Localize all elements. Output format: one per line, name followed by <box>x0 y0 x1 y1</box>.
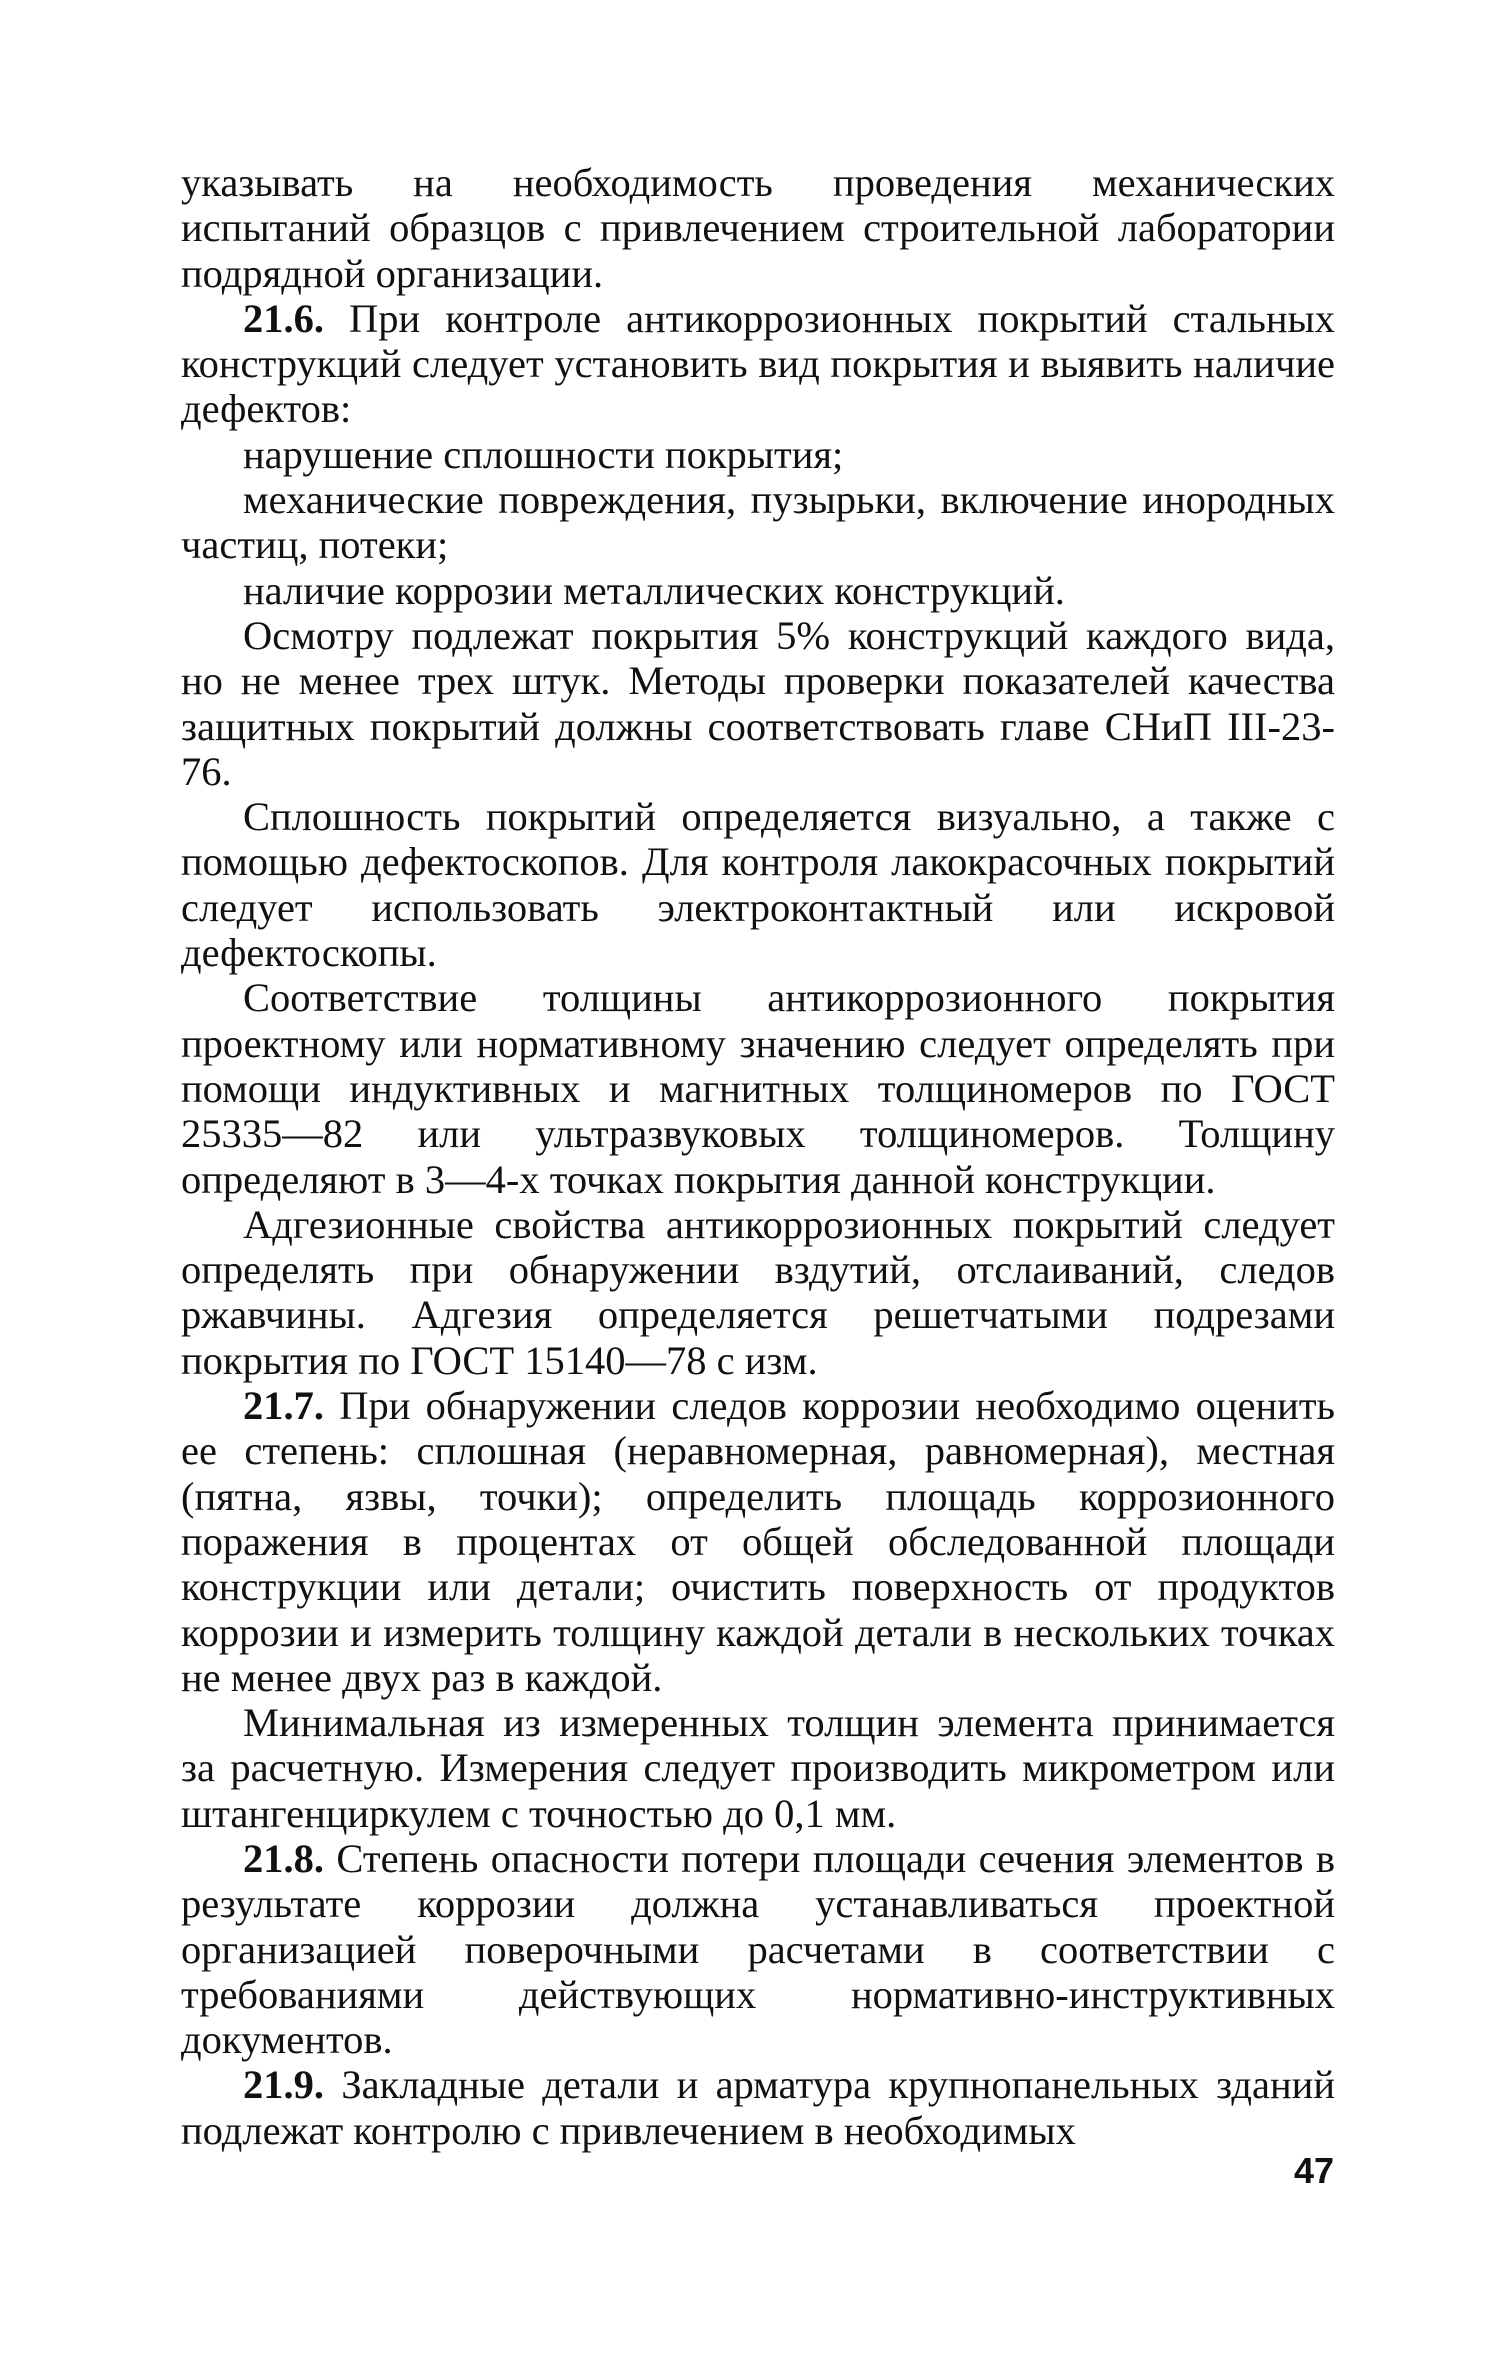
paragraph-text: При обнаружении следов коррозии необходимо оценить ее степень: сплошная (неравномерная, равномерная), местная (пятна, язвы, точки); определить площадь коррозионного поражения в процентах от общей обследованной площади конструкции или детали; очистить поверхность от продуктов коррозии и измерить толщину каждой детали в нескольких точках не менее двух раз в каждой. <box>181 1383 1335 1700</box>
paragraph-continuation <box>181 160 1335 296</box>
paragraph-text: Закладные детали и арматура крупнопанельных зданий подлежат контролю с привлечением в необходимых <box>181 2062 1335 2153</box>
paragraph-text: указывать на необходимость проведения механических испытаний образцов с привлечением строительной лаборатории подрядной организации. <box>181 160 1335 296</box>
paragraph-text: Степень опасности потери площади сечения элементов в результате коррозии должна устанавливаться проектной организацией поверочными расчетами в соответствии с требованиями действующих нормативно-инструктивных документов. <box>181 1835 1335 2063</box>
paragraph-21-9 <box>181 2062 1335 2153</box>
paragraph-text: наличие коррозии металлических конструкций. <box>243 567 1065 613</box>
section-number: 21.6. <box>243 295 324 341</box>
paragraph-text: При контроле антикоррозионных покрытий стальных конструкций следует установить вид покрытия и выявить наличие дефектов: <box>181 295 1335 432</box>
paragraph-text: Сплошность покрытий определяется визуально, а также с помощью дефектоскопов. Для контроля лакокрасочных покрытий следует использовать электроконтактный или искровой дефектоскопы. <box>181 794 1335 976</box>
paragraph-text: Соответствие толщины антикоррозионного покрытия проектному или нормативному значению следует определять при помощи индуктивных и магнитных толщиномеров по ГОСТ 25335—82 или ультразвуковых толщиномеров. Толщину определяют в 3—4-х точках покрытия данной конструкции. <box>181 975 1335 1202</box>
list-item <box>181 477 1335 568</box>
paragraph-text: механические повреждения, пузырьки, включение инородных частиц, потеки; <box>181 477 1335 568</box>
section-number: 21.8. <box>243 1835 324 1881</box>
paragraph-21-6 <box>181 296 1335 432</box>
paragraph-21-7 <box>181 1383 1335 1700</box>
paragraph-text: Адгезионные свойства антикоррозионных покрытий следует определять при обнаружении вздутий, отслаиваний, следов ржавчины. Адгезия определяется решетчатыми подрезами покрытия по ГОСТ 15140—78 с изм. <box>181 1201 1335 1383</box>
section-number: 21.7. <box>243 1383 324 1429</box>
paragraph <box>181 1700 1335 1836</box>
paragraph-text: нарушение сплошности покрытия; <box>243 431 844 477</box>
paragraph <box>181 1202 1335 1383</box>
section-number: 21.9. <box>243 2062 324 2108</box>
paragraph-text: Минимальная из измеренных толщин элемента принимается за расчетную. Измерения следует производить микрометром или штангенциркулем с точностью до 0,1 мм. <box>181 1700 1335 1836</box>
list-item <box>181 432 1335 477</box>
list-item <box>181 568 1335 613</box>
paragraph-21-8 <box>181 1836 1335 2062</box>
page-number: 47 <box>1294 2150 1335 2191</box>
paragraph-text: Осмотру подлежат покрытия 5% конструкций каждого вида, но не менее трех штук. Методы проверки показателей качества защитных покрытий должны соответствовать главе СНиП III-23-76. <box>181 612 1335 794</box>
paragraph <box>181 613 1335 794</box>
paragraph <box>181 975 1335 1201</box>
document-page <box>181 160 1335 2153</box>
paragraph <box>181 794 1335 975</box>
